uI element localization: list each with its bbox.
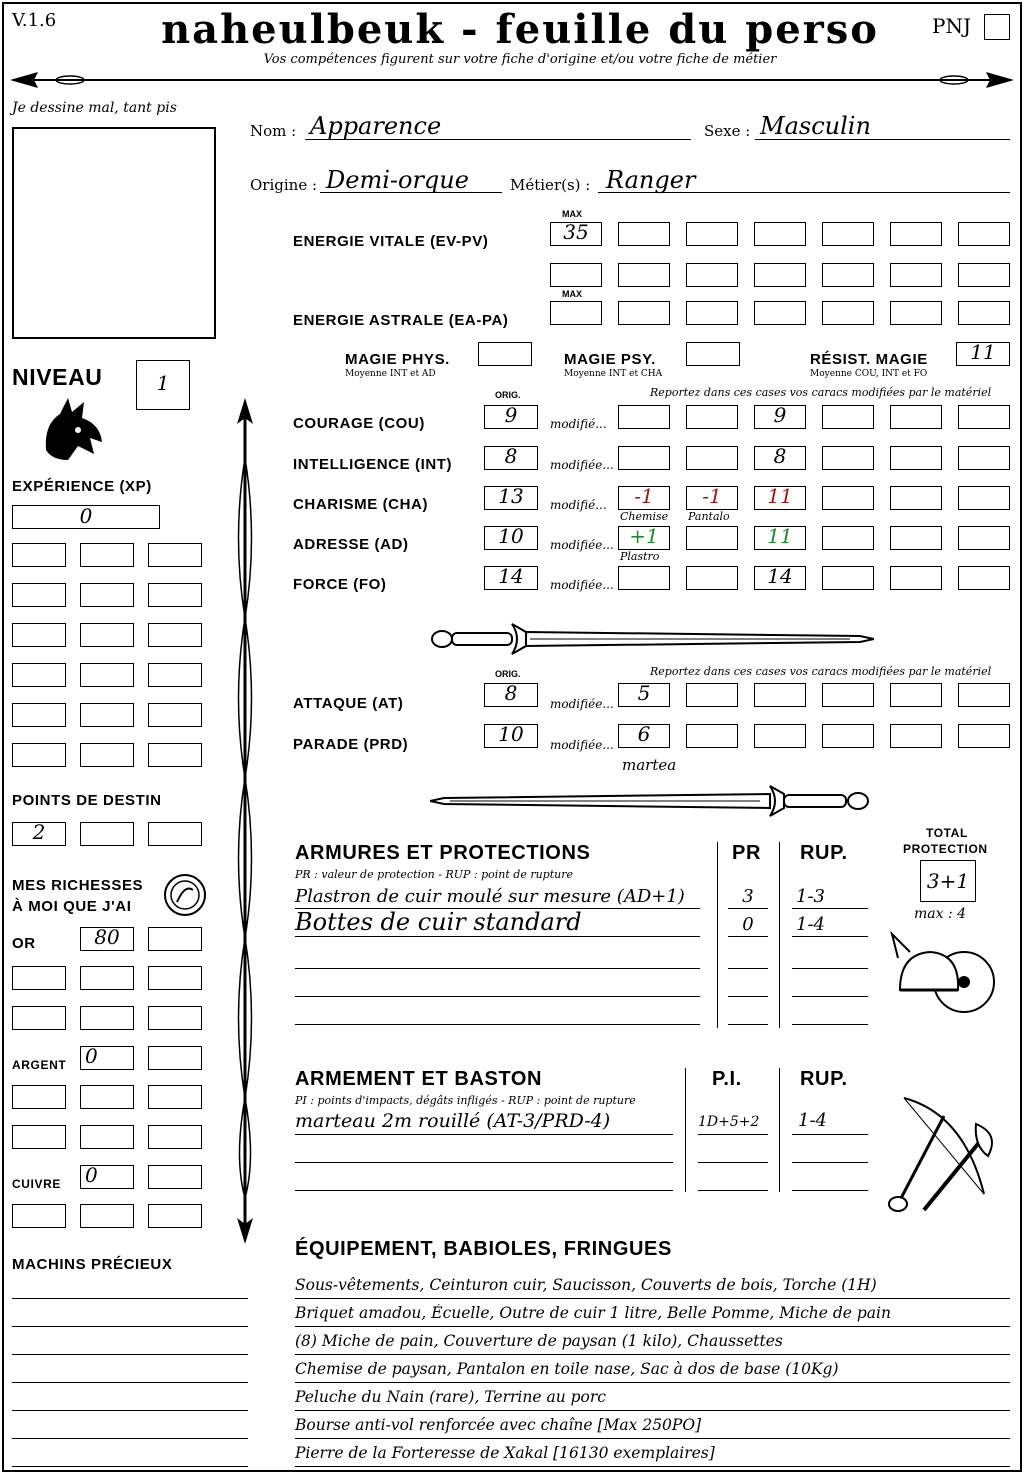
stat-3-mod-0[interactable] xyxy=(618,526,670,550)
sword-illustration-2 xyxy=(430,778,874,824)
portrait-box[interactable] xyxy=(12,127,216,339)
stat-label-1: INTELLIGENCE (INT) xyxy=(293,456,453,473)
magie-phys-label: MAGIE PHYS. xyxy=(345,351,450,368)
ea-label: ENERGIE ASTRALE (EA-PA) xyxy=(293,312,509,329)
ev-box-3[interactable] xyxy=(754,222,806,246)
combat-0-mod-2[interactable] xyxy=(754,683,806,707)
stat-orig-2[interactable] xyxy=(484,486,538,510)
equip-item-1[interactable]: Briquet amadou, Écuelle, Outre de cuir 1 litre, Belle Pomme, Miche de pain xyxy=(295,1304,891,1322)
sheet-title: naheulbeuk - feuille du perso xyxy=(161,6,879,53)
origine-value[interactable]: Demi-orque xyxy=(326,166,469,194)
stat-4-mod-0[interactable] xyxy=(618,566,670,590)
vertical-spear xyxy=(228,398,262,1244)
xp-box-1-2[interactable] xyxy=(148,583,202,607)
stat-2-mod-3[interactable] xyxy=(822,486,874,510)
version-label: V.1.6 xyxy=(12,10,57,31)
stat-0-mod-2-value: 9 xyxy=(773,403,787,427)
machins-line-5 xyxy=(12,1438,248,1439)
argent-box[interactable]: 0 xyxy=(80,1046,134,1070)
combat-orig-1[interactable] xyxy=(484,724,538,748)
combat-0-mod-0-value: 5 xyxy=(637,681,651,705)
armor-pr-line-3 xyxy=(728,996,768,997)
armor-rup-line-4 xyxy=(792,1024,868,1025)
weapon-pi-line-1 xyxy=(698,1162,768,1163)
equip-line-0 xyxy=(295,1298,1010,1299)
stat-1-mod-2-value: 8 xyxy=(773,444,787,468)
stat-3-mod-1[interactable] xyxy=(686,526,738,550)
resist-magie-note: Moyenne COU, INT et FO xyxy=(810,369,928,379)
argent-box-0-0[interactable] xyxy=(12,1085,66,1109)
weapon-rup-line-0 xyxy=(792,1134,868,1135)
stat-4-mod-4[interactable] xyxy=(890,566,942,590)
coin-icon xyxy=(162,872,208,918)
ev-box-r2-6[interactable] xyxy=(958,263,1010,287)
xp-box-1-0[interactable] xyxy=(12,583,66,607)
xp-box-1-1[interactable] xyxy=(80,583,134,607)
destin-label: POINTS DE DESTIN xyxy=(12,792,162,809)
stat-orig-4[interactable] xyxy=(484,566,538,590)
xp-box-5-0[interactable] xyxy=(12,743,66,767)
argent-box-0-1[interactable] xyxy=(80,1085,134,1109)
weapon-item-name-0[interactable]: marteau 2m rouillé (AT-3/PRD-4) xyxy=(295,1110,611,1132)
stat-4-mod-2-value: 14 xyxy=(767,564,793,588)
or-box-1-1[interactable] xyxy=(80,1006,134,1030)
xp-box-5-1[interactable] xyxy=(80,743,134,767)
xp-box-2-0[interactable] xyxy=(12,623,66,647)
magie-psy-note: Moyenne INT et CHA xyxy=(564,369,663,379)
stat-3-mod-2[interactable] xyxy=(754,526,806,550)
ev-box-0[interactable] xyxy=(550,222,602,246)
ea-box-5[interactable] xyxy=(890,301,942,325)
sexe-label: Sexe : xyxy=(704,122,751,140)
dragon-icon xyxy=(38,394,108,464)
ev-box-r2-3[interactable] xyxy=(754,263,806,287)
nom-value[interactable]: Apparence xyxy=(310,112,442,140)
argent-box-0-2[interactable] xyxy=(148,1085,202,1109)
stat-4-mod-1[interactable] xyxy=(686,566,738,590)
ea-box-3[interactable] xyxy=(754,301,806,325)
combat-0-mod-0[interactable] xyxy=(618,683,670,707)
stat-mod-label-1: modifiée... xyxy=(550,458,614,472)
armor-rup-line-0 xyxy=(792,908,868,909)
combat-label-1: PARADE (PRD) xyxy=(293,736,409,753)
weapons-rup-label: RUP. xyxy=(800,1068,848,1090)
stat-0-mod-3[interactable] xyxy=(822,405,874,429)
stat-1-mod-4[interactable] xyxy=(890,446,942,470)
stat-2-mod-0[interactable] xyxy=(618,486,670,510)
stat-2-note-0: Chemise xyxy=(620,510,669,523)
ev-box-r2-4[interactable] xyxy=(822,263,874,287)
stat-label-0: COURAGE (COU) xyxy=(293,415,425,432)
or-box-1-0[interactable] xyxy=(12,1006,66,1030)
combat-orig-label: ORIG. xyxy=(495,669,521,679)
ea-box-0[interactable] xyxy=(550,301,602,325)
ea-max-label: MAX xyxy=(562,289,582,299)
stat-4-mod-5[interactable] xyxy=(958,566,1010,590)
pnj-label: PNJ xyxy=(932,14,971,38)
richesses-label-2: À MOI QUE J'AI xyxy=(12,898,132,915)
stat-2-mod-5[interactable] xyxy=(958,486,1010,510)
equip-line-2 xyxy=(295,1354,1010,1355)
weapon-rup-line-1 xyxy=(792,1162,868,1163)
xp-box-0-0[interactable] xyxy=(12,543,66,567)
armor-title: ARMURES ET PROTECTIONS xyxy=(295,842,591,864)
ev-box-r2-1[interactable] xyxy=(618,263,670,287)
stat-2-mod-1-value: -1 xyxy=(702,484,722,508)
stat-3-mod-3[interactable] xyxy=(822,526,874,550)
armor-line-3 xyxy=(295,996,700,997)
sheet-subtitle: Vos compétences figurent sur votre fiche d'origine et/ou votre fiche de métier xyxy=(263,52,777,67)
combat-1-mod-4[interactable] xyxy=(890,724,942,748)
combat-orig-1-value: 10 xyxy=(498,722,524,746)
weapon-item-rup-0[interactable]: 1-4 xyxy=(798,1110,827,1131)
stat-1-mod-1[interactable] xyxy=(686,446,738,470)
magie-phys-note: Moyenne INT et AD xyxy=(345,369,436,379)
stats-orig-label: ORIG. xyxy=(495,390,521,400)
ea-box-6[interactable] xyxy=(958,301,1010,325)
stat-2-mod-4[interactable] xyxy=(890,486,942,510)
ev-box-r2-2[interactable] xyxy=(686,263,738,287)
ev-box-0-value: 35 xyxy=(563,220,589,244)
stats-report-note: Reportez dans ces cases vos caracs modifiées par le matériel xyxy=(650,386,992,399)
stat-0-mod-2[interactable] xyxy=(754,405,806,429)
destin-box-3[interactable] xyxy=(148,822,202,846)
machins-line-4 xyxy=(12,1410,248,1411)
resist-magie-box[interactable]: 11 xyxy=(956,342,1010,366)
combat-0-mod-4[interactable] xyxy=(890,683,942,707)
sword-illustration xyxy=(430,616,874,662)
weapons-note: PI : points d'impacts, dégâts infligés - RUP : point de rupture xyxy=(295,1094,636,1107)
combat-mod-label-0: modifiée... xyxy=(550,697,614,711)
combat-note: martea xyxy=(622,756,677,774)
weapons-title: ARMEMENT ET BASTON xyxy=(295,1068,543,1090)
or-label: OR xyxy=(12,935,36,952)
combat-label-0: ATTAQUE (AT) xyxy=(293,695,404,712)
weapon-item-pi-0[interactable]: 1D+5+2 xyxy=(698,1114,760,1130)
xp-box-5-2[interactable] xyxy=(148,743,202,767)
xp-box[interactable]: 0 xyxy=(12,505,160,529)
weapon-line-0 xyxy=(295,1134,673,1135)
stat-label-2: CHARISME (CHA) xyxy=(293,496,429,513)
stat-orig-0-value: 9 xyxy=(504,403,518,427)
ea-box-1[interactable] xyxy=(618,301,670,325)
combat-1-mod-0[interactable] xyxy=(618,724,670,748)
stat-0-mod-5[interactable] xyxy=(958,405,1010,429)
stat-0-mod-4[interactable] xyxy=(890,405,942,429)
ev-box-2[interactable] xyxy=(686,222,738,246)
stat-3-mod-4[interactable] xyxy=(890,526,942,550)
or-box[interactable]: 80 xyxy=(80,927,134,951)
combat-1-mod-5[interactable] xyxy=(958,724,1010,748)
cuivre-box-r-0[interactable] xyxy=(12,1204,66,1228)
combat-0-mod-1[interactable] xyxy=(686,683,738,707)
ev-box-5[interactable] xyxy=(890,222,942,246)
stat-label-3: ADRESSE (AD) xyxy=(293,536,409,553)
equip-item-2[interactable]: (8) Miche de pain, Couverture de paysan (1 kilo), Chaussettes xyxy=(295,1332,783,1350)
combat-1-mod-3[interactable] xyxy=(822,724,874,748)
total-max-note: max : 4 xyxy=(914,906,967,922)
armor-pr-line-1 xyxy=(728,936,768,937)
weapon-pi-line-2 xyxy=(698,1190,768,1191)
or-box-0-1[interactable] xyxy=(80,966,134,990)
stat-3-mod-0-value: +1 xyxy=(629,524,659,548)
combat-1-mod-0-value: 6 xyxy=(637,722,651,746)
ev-label: ENERGIE VITALE (EV-PV) xyxy=(293,233,489,250)
xp-box-0-1[interactable] xyxy=(80,543,134,567)
ev-box-1[interactable] xyxy=(618,222,670,246)
stat-1-mod-3[interactable] xyxy=(822,446,874,470)
weapons-icon xyxy=(884,1094,1000,1216)
armor-rup-line-3 xyxy=(792,996,868,997)
portrait-caption: Je dessine mal, tant pis xyxy=(12,100,177,116)
stat-orig-0[interactable] xyxy=(484,405,538,429)
argent-box-1-0[interactable] xyxy=(12,1125,66,1149)
richesses-label-1: MES RICHESSES xyxy=(12,877,144,894)
machins-label: MACHINS PRÉCIEUX xyxy=(12,1256,173,1273)
armor-item-pr-0[interactable]: 3 xyxy=(742,886,754,907)
equip-item-5[interactable]: Bourse anti-vol renforcée avec chaîne [Max 250PO] xyxy=(295,1416,702,1434)
armor-pr-line-2 xyxy=(728,968,768,969)
weapon-pi-line-0 xyxy=(698,1134,768,1135)
stat-orig-2-value: 13 xyxy=(498,484,524,508)
xp-box-3-1[interactable] xyxy=(80,663,134,687)
xp-box-4-2[interactable] xyxy=(148,703,202,727)
equip-item-4[interactable]: Peluche du Nain (rare), Terrine au porc xyxy=(295,1388,606,1406)
niveau-label: NIVEAU xyxy=(12,364,103,390)
stat-2-mod-2[interactable] xyxy=(754,486,806,510)
equip-item-3[interactable]: Chemise de paysan, Pantalon en toile nase, Sac à dos de base (10Kg) xyxy=(295,1360,839,1378)
machins-line-2 xyxy=(12,1354,248,1355)
destin-box-1[interactable]: 2 xyxy=(12,822,66,846)
metier-label: Métier(s) : xyxy=(510,176,591,194)
equip-line-4 xyxy=(295,1410,1010,1411)
combat-1-mod-1[interactable] xyxy=(686,724,738,748)
machins-line-1 xyxy=(12,1326,248,1327)
equip-item-0[interactable]: Sous-vêtements, Ceinturon cuir, Saucisson, Couverts de bois, Torche (1H) xyxy=(295,1276,877,1294)
total-label-2: PROTECTION xyxy=(903,842,988,856)
stat-3-note-0: Plastro xyxy=(620,550,660,563)
stat-0-mod-0[interactable] xyxy=(618,405,670,429)
sexe-value[interactable]: Masculin xyxy=(760,112,871,140)
xp-box-2-1[interactable] xyxy=(80,623,134,647)
combat-report-note: Reportez dans ces cases vos caracs modifiées par le matériel xyxy=(650,665,992,678)
machins-line-0 xyxy=(12,1298,248,1299)
stat-orig-4-value: 14 xyxy=(498,564,524,588)
ev-max-label: MAX xyxy=(562,209,582,219)
armor-line-2 xyxy=(295,968,700,969)
machins-line-3 xyxy=(12,1382,248,1383)
destin-box-2[interactable] xyxy=(80,822,134,846)
ea-box-4[interactable] xyxy=(822,301,874,325)
cuivre-box-2[interactable] xyxy=(148,1165,202,1189)
combat-0-mod-5[interactable] xyxy=(958,683,1010,707)
equip-line-1 xyxy=(295,1326,1010,1327)
combat-mod-label-1: modifiée... xyxy=(550,738,614,752)
armor-item-pr-1[interactable]: 0 xyxy=(742,914,754,935)
ev-box-r2-0[interactable] xyxy=(550,263,602,287)
combat-orig-0-value: 8 xyxy=(504,681,518,705)
helmet-shield-icon xyxy=(890,928,1000,1024)
or-box-0-0[interactable] xyxy=(12,966,66,990)
xp-box-4-0[interactable] xyxy=(12,703,66,727)
stat-1-mod-0[interactable] xyxy=(618,446,670,470)
stat-mod-label-3: modifiée... xyxy=(550,538,614,552)
total-label-1: TOTAL xyxy=(926,826,968,840)
weapons-pi-label: P.I. xyxy=(712,1068,742,1090)
stat-0-mod-1[interactable] xyxy=(686,405,738,429)
armor-line-1 xyxy=(295,936,700,937)
stat-label-4: FORCE (FO) xyxy=(293,576,387,593)
metier-value[interactable]: Ranger xyxy=(606,166,696,194)
stat-2-mod-2-value: 11 xyxy=(767,484,793,508)
stat-orig-3-value: 10 xyxy=(498,524,524,548)
stat-3-mod-5[interactable] xyxy=(958,526,1010,550)
spear-divider xyxy=(10,66,1014,94)
pnj-checkbox[interactable] xyxy=(984,14,1010,40)
stat-4-mod-2[interactable] xyxy=(754,566,806,590)
cuivre-box[interactable]: 0 xyxy=(80,1165,134,1189)
nom-label: Nom : xyxy=(250,122,297,140)
stat-4-mod-3[interactable] xyxy=(822,566,874,590)
origine-label: Origine : xyxy=(250,176,318,194)
magie-phys-box[interactable] xyxy=(478,342,532,366)
armor-pr-line-4 xyxy=(728,1024,768,1025)
armor-rup-label: RUP. xyxy=(800,842,848,864)
weapon-line-1 xyxy=(295,1162,673,1163)
ev-box-r2-5[interactable] xyxy=(890,263,942,287)
armor-item-name-1[interactable]: Bottes de cuir standard xyxy=(295,908,582,936)
ea-box-2[interactable] xyxy=(686,301,738,325)
armor-rup-line-1 xyxy=(792,936,868,937)
or-box-1-2[interactable] xyxy=(148,1006,202,1030)
xp-box-2-2[interactable] xyxy=(148,623,202,647)
armor-pr-line-0 xyxy=(728,908,768,909)
ev-box-6[interactable] xyxy=(958,222,1010,246)
stat-2-note-1: Pantalo xyxy=(688,510,730,523)
xp-label: EXPÉRIENCE (XP) xyxy=(12,478,152,495)
stat-2-mod-0-value: -1 xyxy=(634,484,654,508)
armor-item-rup-0[interactable]: 1-3 xyxy=(796,886,825,907)
stat-2-mod-1[interactable] xyxy=(686,486,738,510)
argent-box-1-1[interactable] xyxy=(80,1125,134,1149)
combat-orig-0[interactable] xyxy=(484,683,538,707)
stat-1-mod-2[interactable] xyxy=(754,446,806,470)
weapon-line-2 xyxy=(295,1190,673,1191)
xp-box-3-0[interactable] xyxy=(12,663,66,687)
weapon-rup-line-2 xyxy=(792,1190,868,1191)
resist-magie-label: RÉSIST. MAGIE xyxy=(810,351,928,368)
argent-label: ARGENT xyxy=(12,1058,67,1072)
xp-box-4-1[interactable] xyxy=(80,703,134,727)
xp-box-3-2[interactable] xyxy=(148,663,202,687)
stat-3-mod-2-value: 11 xyxy=(767,524,793,548)
armor-note: PR : valeur de protection - RUP : point de rupture xyxy=(295,868,573,881)
armor-pr-label: PR xyxy=(732,842,761,864)
magie-psy-label: MAGIE PSY. xyxy=(564,351,656,368)
equipment-title: ÉQUIPEMENT, BABIOLES, FRINGUES xyxy=(295,1238,672,1260)
stat-mod-label-4: modifiée... xyxy=(550,578,614,592)
total-protection-box[interactable]: 3+1 xyxy=(920,860,976,902)
stat-orig-1-value: 8 xyxy=(504,444,518,468)
cuivre-box-r-2[interactable] xyxy=(148,1204,202,1228)
combat-0-mod-3[interactable] xyxy=(822,683,874,707)
equip-item-6[interactable]: Pierre de la Forteresse de Xakal [16130 exemplaires] xyxy=(295,1444,715,1462)
equip-line-5 xyxy=(295,1438,1010,1439)
xp-box-0-2[interactable] xyxy=(148,543,202,567)
or-box-0-2[interactable] xyxy=(148,966,202,990)
stat-orig-3[interactable] xyxy=(484,526,538,550)
ev-box-4[interactable] xyxy=(822,222,874,246)
armor-item-name-0[interactable]: Plastron de cuir moulé sur mesure (AD+1) xyxy=(295,886,685,907)
stat-orig-1[interactable] xyxy=(484,446,538,470)
machins-line-6 xyxy=(12,1466,248,1467)
armor-rup-line-2 xyxy=(792,968,868,969)
or-box-2[interactable] xyxy=(148,927,202,951)
argent-box-2[interactable] xyxy=(148,1046,202,1070)
equip-line-6 xyxy=(295,1466,1010,1467)
equip-line-3 xyxy=(295,1382,1010,1383)
armor-line-4 xyxy=(295,1024,700,1025)
cuivre-label: CUIVRE xyxy=(12,1177,61,1191)
magie-psy-box[interactable] xyxy=(686,342,740,366)
stat-1-mod-5[interactable] xyxy=(958,446,1010,470)
combat-1-mod-2[interactable] xyxy=(754,724,806,748)
cuivre-box-r-1[interactable] xyxy=(80,1204,134,1228)
armor-item-rup-1[interactable]: 1-4 xyxy=(796,914,825,935)
niveau-box[interactable]: 1 xyxy=(136,360,190,410)
stat-mod-label-0: modifié... xyxy=(550,417,607,431)
stat-mod-label-2: modifié... xyxy=(550,498,607,512)
argent-box-1-2[interactable] xyxy=(148,1125,202,1149)
